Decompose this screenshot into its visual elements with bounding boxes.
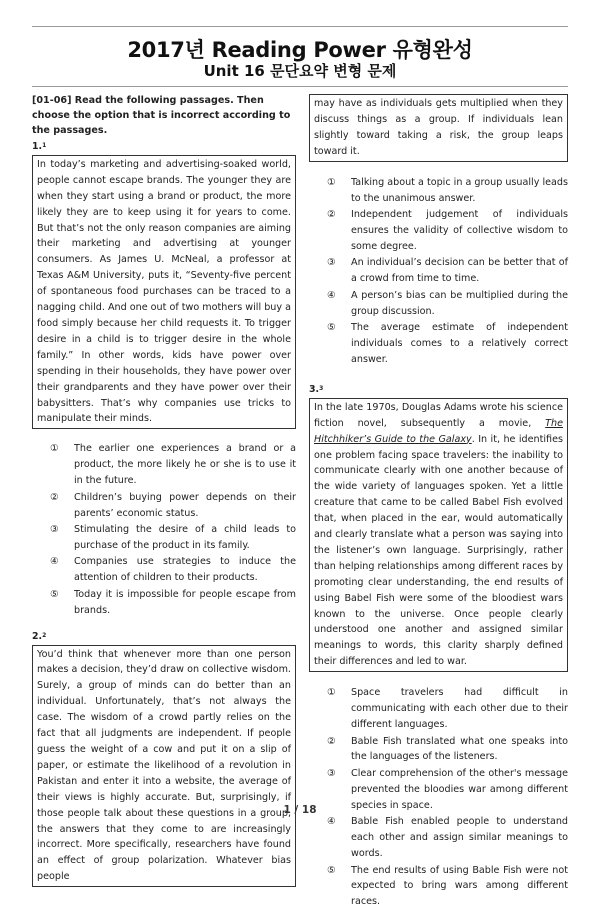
option-text: Talking about a topic in a group usually leads to the unanimous answer.: [351, 176, 568, 204]
option-marker: ②: [327, 735, 336, 747]
option-marker: ④: [327, 289, 336, 301]
page-number: 1 / 18: [283, 804, 317, 816]
option-marker: ④: [50, 556, 59, 568]
option-text: The earlier one experiences a brand or a product, the more likely he or she is to use it in the future.: [74, 443, 296, 487]
option-text: The average estimate of independent individuals comes to a relatively correct answer.: [351, 322, 568, 365]
option-text: Today it is impossible for people escape from brands.: [74, 588, 296, 616]
footnote-ref-1: 1: [42, 142, 47, 149]
option-marker: ⑤: [327, 322, 336, 334]
title-rule: [32, 86, 568, 87]
option-marker: ①: [50, 443, 59, 455]
question-2-number: 2.$^2$: [32, 630, 47, 642]
option-2-1[interactable]: [309, 175, 568, 207]
option-text: An individual’s decision can be better that of a crowd from time to time.: [351, 257, 568, 285]
question-3-passage: In the late 1970s, Douglas Adams wrote his science fiction novel, subsequently a movie, The Hitchhiker’s Guide to the Galaxy. In it, he identifies one problem facing space travelers: the inability to communicate clearly with one another because of the wide variety of languages spoken. Yet a little creature that came to be called Babel Fish evolved that, when placed in the ear, would automatically and clearly translate what a person was saying into the listener’s own language. Surprisingly, rather than helping relationships among different races by promoting clear understanding, the end results of using Babel Fish were some of the bloodiest wars known to the universe. Once people clearly understood one another and assigned similar meanings to words, this clarity sharply defined their differences and led to war.: [309, 398, 568, 672]
right-column: [309, 94, 568, 911]
document-title: 2017년 Reading Power 유형완성: [127, 38, 473, 62]
option-marker: ④: [327, 816, 336, 828]
option-marker: ③: [327, 767, 336, 779]
option-1-1[interactable]: [32, 441, 296, 489]
left-column: [32, 93, 296, 887]
option-1-4[interactable]: [32, 554, 296, 586]
option-marker: ③: [50, 524, 59, 536]
question-1-number: 1.$^1$: [32, 141, 47, 152]
option-text: Bable Fish translated what one speaks into the languages of the listeners.: [351, 735, 568, 763]
footnote-ref-2: 2: [42, 631, 47, 639]
question-2-passage-part2: may have as individuals gets multiplied when they discuss things as a group. If individuals lean slightly toward taking a risk, the group leaps toward it.: [309, 94, 568, 162]
option-text: Clear comprehension of the other's message prevented the bloodies war among different species in space.: [351, 767, 568, 811]
option-marker: ①: [327, 687, 336, 699]
option-3-5[interactable]: [309, 863, 568, 911]
option-2-3[interactable]: [309, 255, 568, 287]
option-1-3[interactable]: [32, 522, 296, 554]
question-1-options: [32, 441, 296, 618]
option-text: Stimulating the desire of a child leads to purchase of the product in its family.: [74, 524, 296, 551]
option-3-2[interactable]: [309, 734, 568, 766]
option-text: The end results of using Bable Fish were not expected to bring wars among different races.: [351, 864, 568, 908]
option-text: Space travelers had difficult in communicating with each other due to their different languages.: [351, 687, 568, 730]
option-2-4[interactable]: [309, 288, 568, 320]
option-3-4[interactable]: [309, 814, 568, 862]
question-3-number: 3.$^3$: [309, 383, 324, 395]
option-3-1[interactable]: [309, 685, 568, 733]
question-2-options: [309, 175, 568, 368]
question-3-options: [309, 685, 568, 910]
option-marker: ⑤: [50, 588, 59, 600]
book-title: The Hitchhiker’s Guide to the Galaxy: [314, 417, 563, 445]
option-marker: ③: [327, 257, 336, 269]
option-2-2[interactable]: [309, 207, 568, 255]
option-text: Bable Fish enabled people to understand each other and assign similar meanings to words.: [351, 816, 568, 860]
question-1-passage: In today’s marketing and advertising-soaked world, people cannot escape brands. The younger they are when they start using a brand or product, the more likely they are to keep using it for years to come. But that’s not the only reason companies are aiming their marketing and advertising at younger consumers. As James U. McNeal, a professor at Texas A&M University, puts it, “Seventy-five percent of spontaneous food purchases can be traced to a nagging child. And one out of two mothers will buy a food simply because her child requests it. To trigger desire in a child is to trigger desire in the whole family.” In other words, kids have power over spending in their households, they have power over their grandparents and they have power over their babysitters. That’s why companies use tricks to manipulate their minds.: [32, 155, 296, 429]
option-1-2[interactable]: [32, 490, 296, 522]
option-text: Children’s buying power depends on their parents’ economic status.: [74, 491, 296, 519]
option-text: Independent judgement of individuals ensures the validity of collective wisdom to some degree.: [351, 209, 568, 252]
option-marker: ②: [327, 209, 336, 221]
option-text: A person’s bias can be multiplied during the group discussion.: [351, 289, 568, 317]
question-2-passage-part1: You’d think that whenever more than one person makes a decision, they’d draw on collective wisdom. Surely, a group of minds can do better than an individual. Unfortunately, that’s not always the case. The wisdom of a crowd partly relies on the fact that all judgments are independent. If people guess the weight of a cow and put it on a slip of paper, or estimate the likelihood of a revolution in Pakistan and enter it into a website, the average of their views is highly accurate. But, surprisingly, if those people talk about these questions in a group, the answers that they come to are increasingly incorrect. More specifically, researchers have found an effect of group polarization. Whatever bias people: [32, 645, 296, 888]
footnote-ref-3: 3: [319, 384, 324, 392]
option-marker: ②: [50, 491, 59, 503]
document-subtitle: Unit 16 문단요약 변형 문제: [203, 62, 397, 80]
option-2-5[interactable]: [309, 320, 568, 368]
instructions: [01-06] Read the following passages. Then choose the option that is incorrect according to the passages.: [32, 95, 291, 136]
option-1-5[interactable]: [32, 587, 296, 619]
option-marker: ⑤: [327, 864, 336, 876]
option-marker: ①: [327, 176, 336, 188]
option-text: Companies use strategies to induce the attention of children to their products.: [74, 556, 296, 584]
top-rule: [32, 26, 568, 27]
